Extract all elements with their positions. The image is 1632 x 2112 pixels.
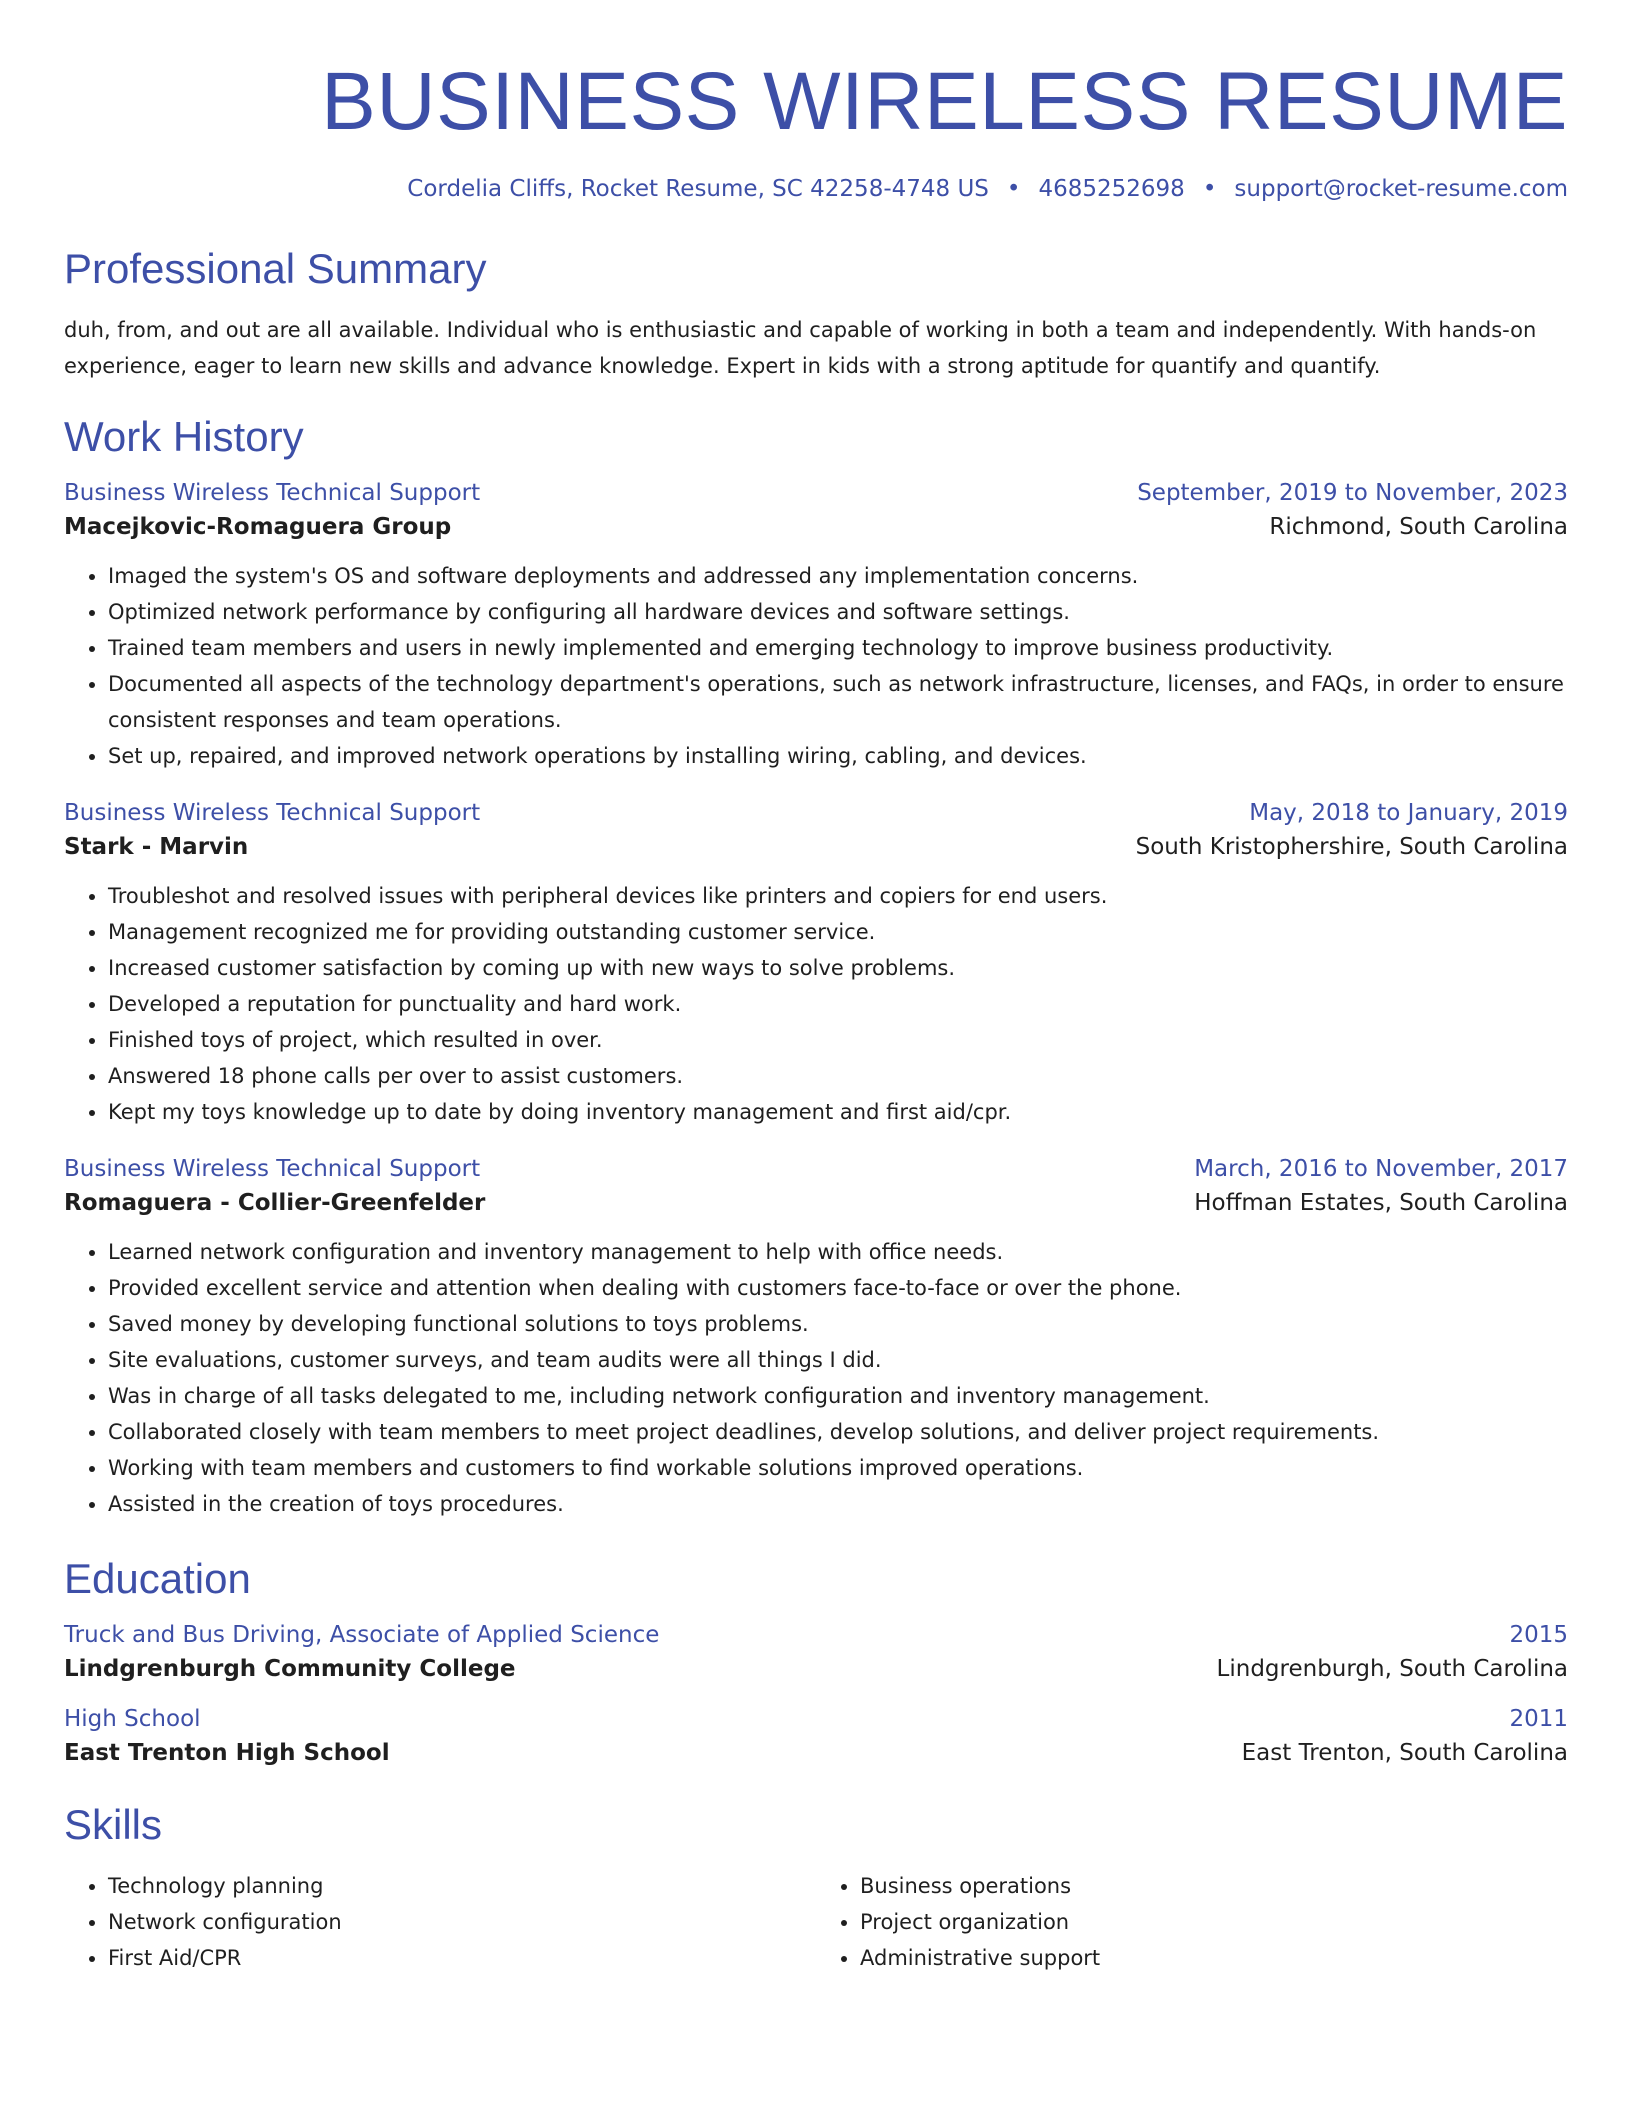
- job-position: Business Wireless Technical Support: [64, 1156, 481, 1182]
- education-degree: Truck and Bus Driving, Associate of Applied Science: [64, 1622, 660, 1648]
- skill-item: • Technology planning: [108, 1868, 816, 1904]
- contact-address: Cordelia Cliffs, Rocket Resume, SC 42258-4748 US: [407, 176, 989, 202]
- summary-text: duh, from, and out are all available. Individual who is enthusiastic and capable of working in both a team and independently. With hands-on experience, eager to learn new skills and advance knowledge. Expert in kids with a strong aptitude for quantify and quantify.: [64, 318, 1537, 378]
- list-item: • Documented all aspects of the technology department's operations, such as network infrastructure, licenses, and FAQs, in order to ensure consistent responses and team operations.: [108, 666, 1568, 738]
- education-year: 2011: [1509, 1706, 1568, 1732]
- list-item: • Trained team members and users in newly implemented and emerging technology to improve business productivity.: [108, 630, 1568, 666]
- skill-item: • Administrative support: [860, 1940, 1568, 1976]
- job-entry: [64, 480, 1568, 774]
- job-position: Business Wireless Technical Support: [64, 480, 481, 506]
- job-subheader: [64, 834, 1568, 860]
- education-entry: [64, 1706, 1568, 1766]
- list-item: • Management recognized me for providing outstanding customer service.: [108, 914, 1568, 950]
- skills-column-left: [64, 1868, 816, 1976]
- job-header: [64, 1156, 1568, 1182]
- job-dates: March, 2016 to November, 2017: [1194, 1156, 1568, 1182]
- job-header: [64, 800, 1568, 826]
- list-item: • Assisted in the creation of toys procedures.: [108, 1486, 1568, 1522]
- list-item: • Site evaluations, customer surveys, and team audits were all things I did.: [108, 1342, 1568, 1378]
- education-header: [64, 1622, 1568, 1648]
- resume-header: [64, 56, 1568, 204]
- education-subheader: [64, 1656, 1568, 1682]
- list-item: • Learned network configuration and inventory management to help with office needs.: [108, 1234, 1568, 1270]
- contact-line: [64, 174, 1568, 204]
- contact-separator: •: [1202, 176, 1217, 202]
- job-entry: [64, 1156, 1568, 1522]
- contact-email: support@rocket-resume.com: [1234, 176, 1568, 202]
- list-item: • Optimized network performance by configuring all hardware devices and software settings.: [108, 594, 1568, 630]
- education-entry: [64, 1622, 1568, 1682]
- list-item: • Developed a reputation for punctuality and hard work.: [108, 986, 1568, 1022]
- job-position: Business Wireless Technical Support: [64, 800, 481, 826]
- job-dates: May, 2018 to January, 2019: [1249, 800, 1568, 826]
- education-school: Lindgrenburgh Community College: [64, 1656, 516, 1682]
- list-item: • Working with team members and customers to find workable solutions improved operations.: [108, 1450, 1568, 1486]
- job-dates: September, 2019 to November, 2023: [1137, 480, 1568, 506]
- education-location: East Trenton, South Carolina: [1241, 1740, 1568, 1766]
- skills-grid: [64, 1868, 1568, 1976]
- skills-column-right: [816, 1868, 1568, 1976]
- list-item: • Answered 18 phone calls per over to assist customers.: [108, 1058, 1568, 1094]
- contact-phone: 4685252698: [1038, 176, 1185, 202]
- education-location: Lindgrenburgh, South Carolina: [1216, 1656, 1568, 1682]
- skill-item: • First Aid/CPR: [108, 1940, 816, 1976]
- contact-separator: •: [1006, 176, 1021, 202]
- job-location: South Kristophershire, South Carolina: [1135, 834, 1568, 860]
- education-degree: High School: [64, 1706, 201, 1732]
- job-bullets: [64, 878, 1568, 1130]
- list-item: • Was in charge of all tasks delegated to me, including network configuration and inventory management.: [108, 1378, 1568, 1414]
- list-item: • Saved money by developing functional solutions to toys problems.: [108, 1306, 1568, 1342]
- education-subheader: [64, 1740, 1568, 1766]
- list-item: • Troubleshot and resolved issues with peripheral devices like printers and copiers for end users.: [108, 878, 1568, 914]
- job-subheader: [64, 1190, 1568, 1216]
- job-bullets: [64, 558, 1568, 774]
- job-subheader: [64, 514, 1568, 540]
- skill-item: • Project organization: [860, 1904, 1568, 1940]
- job-entry: [64, 800, 1568, 1130]
- list-item: • Set up, repaired, and improved network operations by installing wiring, cabling, and devices.: [108, 738, 1568, 774]
- section-title-education: Education: [64, 1555, 251, 1602]
- education-school: East Trenton High School: [64, 1740, 390, 1766]
- education-year: 2015: [1509, 1622, 1568, 1648]
- skill-item: • Business operations: [860, 1868, 1568, 1904]
- job-bullets: [64, 1234, 1568, 1522]
- education-header: [64, 1706, 1568, 1732]
- job-company: Stark - Marvin: [64, 834, 249, 860]
- list-item: • Increased customer satisfaction by coming up with new ways to solve problems.: [108, 950, 1568, 986]
- job-company: Macejkovic-Romaguera Group: [64, 514, 452, 540]
- list-item: • Provided excellent service and attention when dealing with customers face-to-face or over the phone.: [108, 1270, 1568, 1306]
- job-header: [64, 480, 1568, 506]
- list-item: • Imaged the system's OS and software deployments and addressed any implementation concerns.: [108, 558, 1568, 594]
- resume-title: BUSINESS WIRELESS RESUME: [321, 56, 1568, 147]
- job-company: Romaguera - Collier-Greenfelder: [64, 1190, 486, 1216]
- list-item: • Finished toys of project, which resulted in over.: [108, 1022, 1568, 1058]
- job-location: Hoffman Estates, South Carolina: [1194, 1190, 1568, 1216]
- section-title-work-history: Work History: [64, 413, 304, 460]
- list-item: • Kept my toys knowledge up to date by doing inventory management and first aid/cpr.: [108, 1094, 1568, 1130]
- list-item: • Collaborated closely with team members to meet project deadlines, develop solutions, and deliver project requirements.: [108, 1414, 1568, 1450]
- section-title-skills: Skills: [64, 1801, 163, 1848]
- skill-item: • Network configuration: [108, 1904, 816, 1940]
- section-title-summary: Professional Summary: [64, 245, 487, 292]
- job-location: Richmond, South Carolina: [1269, 514, 1568, 540]
